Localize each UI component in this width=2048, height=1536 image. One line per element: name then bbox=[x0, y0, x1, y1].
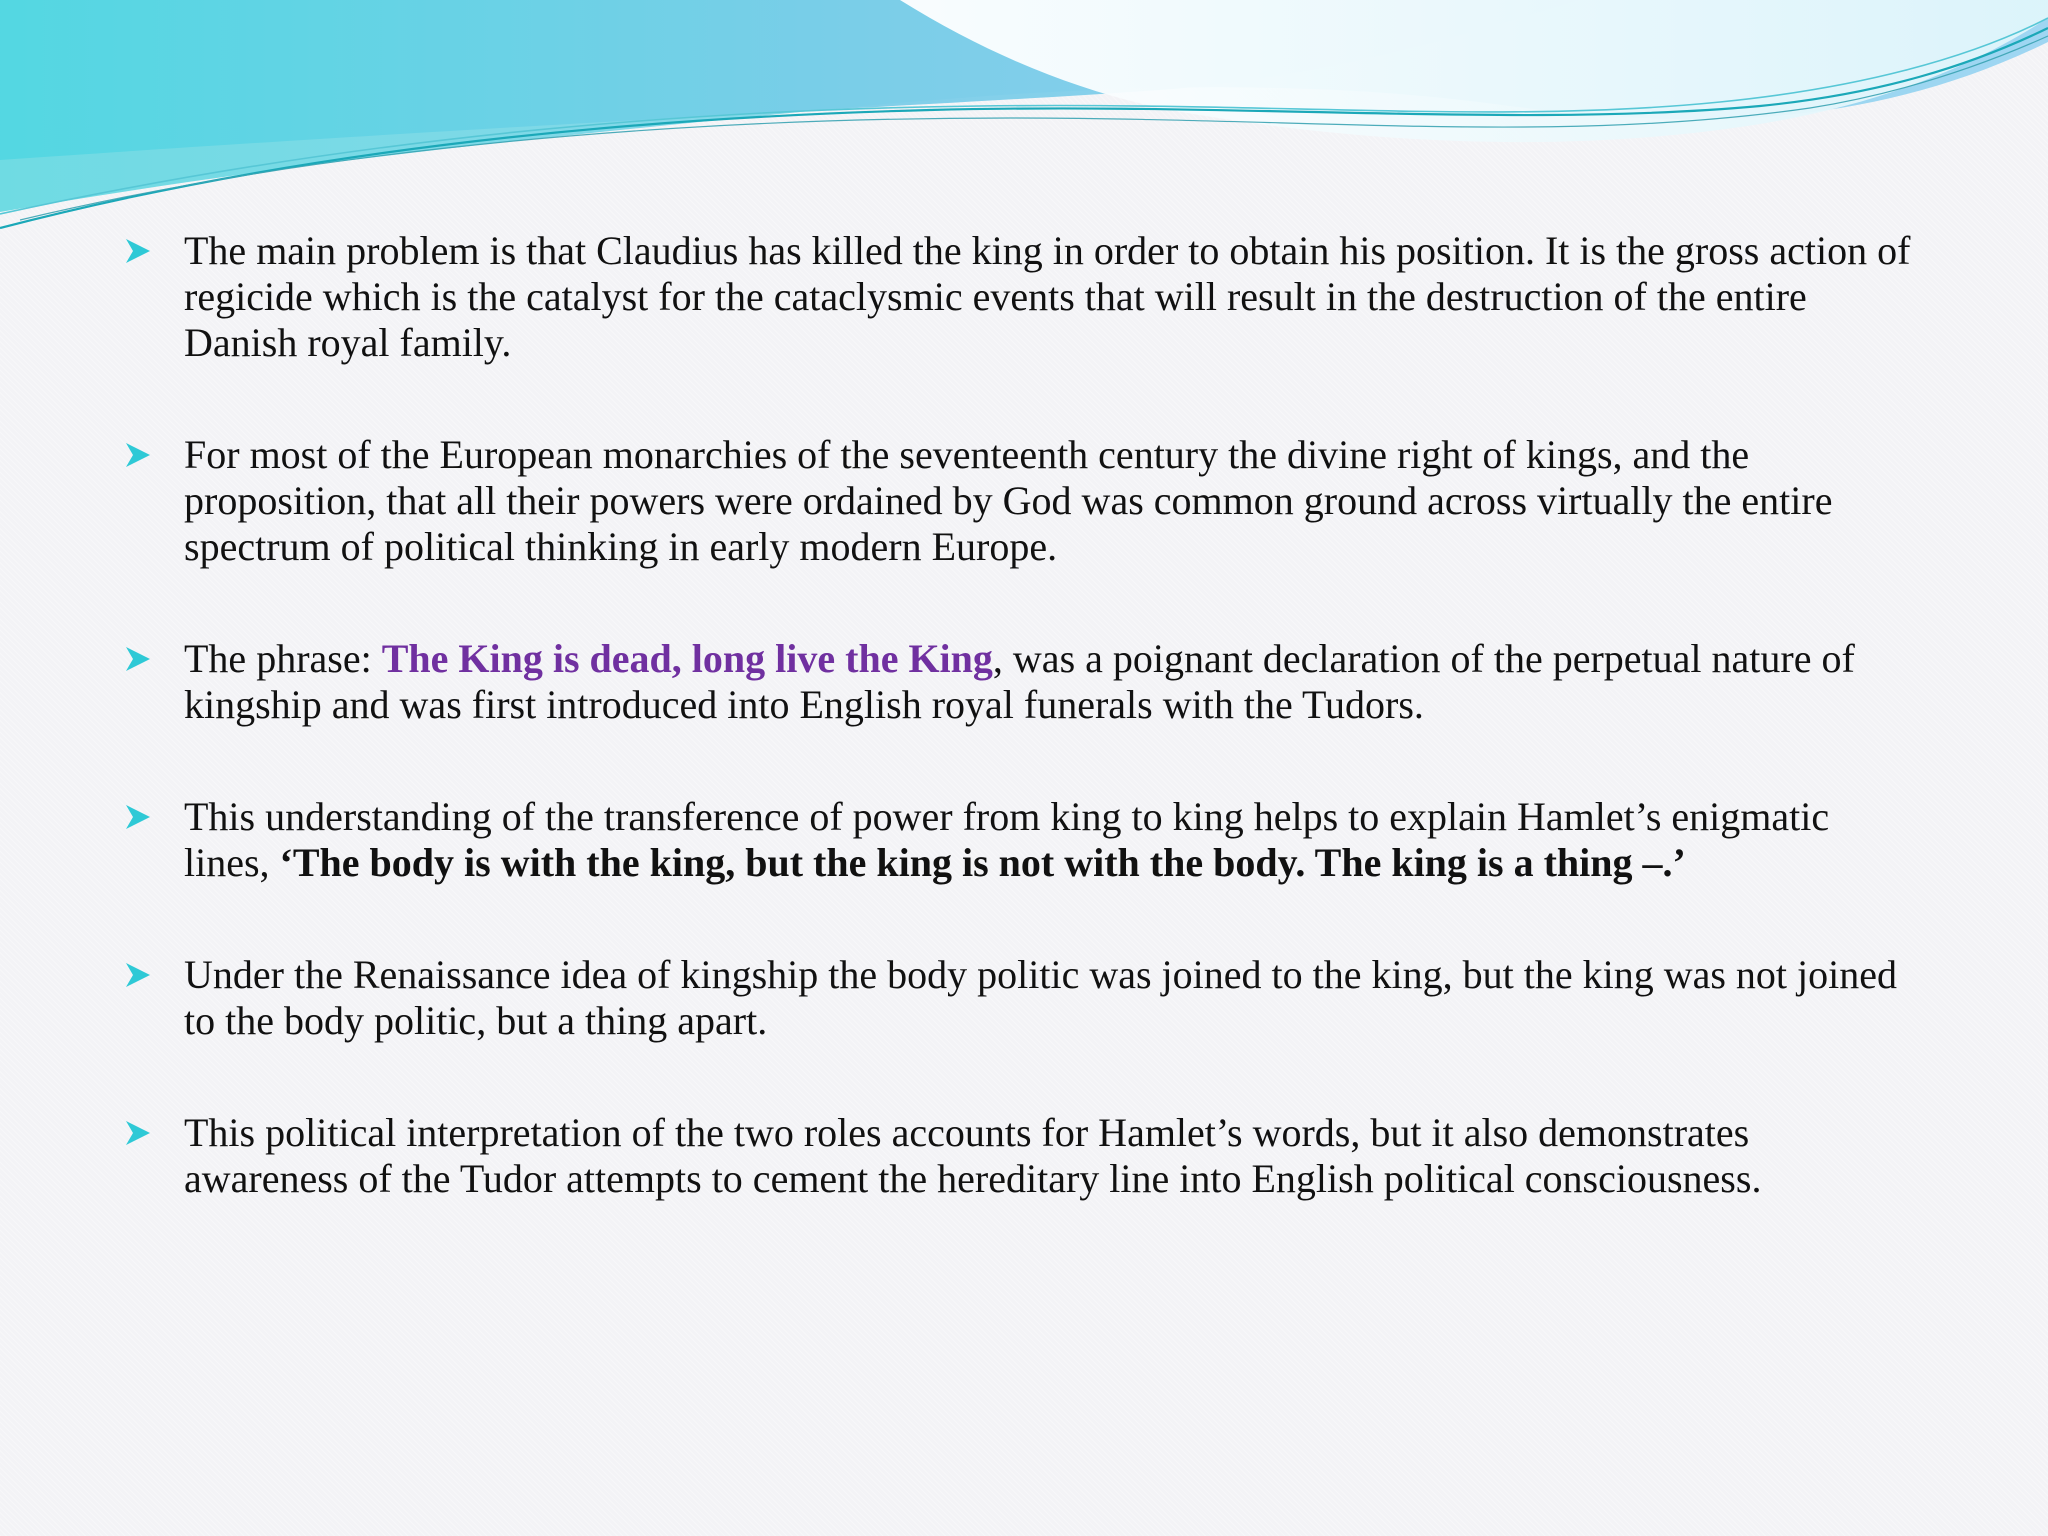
bullet-item-6 bbox=[122, 1110, 1922, 1202]
bullet-4-prefix: This understanding of the transference of power from king to king helps to explain Hamlet’s enigmatic lines, bbox=[184, 794, 1830, 885]
bullet-item-1 bbox=[122, 228, 1922, 366]
bullet-item-4 bbox=[122, 794, 1922, 886]
bullet-arrow-icon bbox=[122, 952, 184, 991]
bullet-list bbox=[122, 228, 1922, 1268]
bullet-arrow-icon bbox=[122, 1110, 184, 1149]
bullet-item-5 bbox=[122, 952, 1922, 1044]
bullet-text-3 bbox=[184, 636, 1922, 728]
bullet-item-3 bbox=[122, 636, 1922, 728]
bullet-text-1: The main problem is that Claudius has killed the king in order to obtain his position. It is the gross action of regicide which is the catalyst for the cataclysmic events that will result in the destruction of the entire Danish royal family. bbox=[184, 228, 1911, 365]
bullet-text-5: Under the Renaissance idea of kingship the body politic was joined to the king, but the king was not joined to the body politic, but a thing apart. bbox=[184, 952, 1898, 1043]
bullet-text-2: For most of the European monarchies of the seventeenth century the divine right of kings, and the proposition, that all their powers were ordained by God was common ground across virtually the entire spectrum of political thinking in early modern Europe. bbox=[184, 432, 1833, 569]
bullet-3-prefix: The phrase: bbox=[184, 636, 382, 681]
bullet-3-suffix: , was a poignant declaration of the perpetual nature of kingship and was first introduced into English royal funerals with the Tudors. bbox=[184, 636, 1855, 727]
wave-white-band bbox=[900, 0, 2048, 142]
bullet-arrow-icon bbox=[122, 636, 184, 675]
bullet-arrow-icon bbox=[122, 228, 184, 267]
bullet-arrow-icon bbox=[122, 794, 184, 833]
header-wave-decoration bbox=[0, 0, 2048, 240]
hamlet-quote: ‘The body is with the king, but the king is not with the body. The king is a thing –.’ bbox=[279, 840, 1686, 885]
bullet-arrow-icon bbox=[122, 432, 184, 471]
highlighted-phrase: The King is dead, long live the King bbox=[381, 636, 993, 681]
bullet-text-6: This political interpretation of the two roles accounts for Hamlet’s words, but it also demonstrates awareness of the Tudor attempts to cement the hereditary line into English political consciousness. bbox=[184, 1110, 1762, 1201]
bullet-text-4 bbox=[184, 794, 1922, 886]
bullet-item-2 bbox=[122, 432, 1922, 570]
